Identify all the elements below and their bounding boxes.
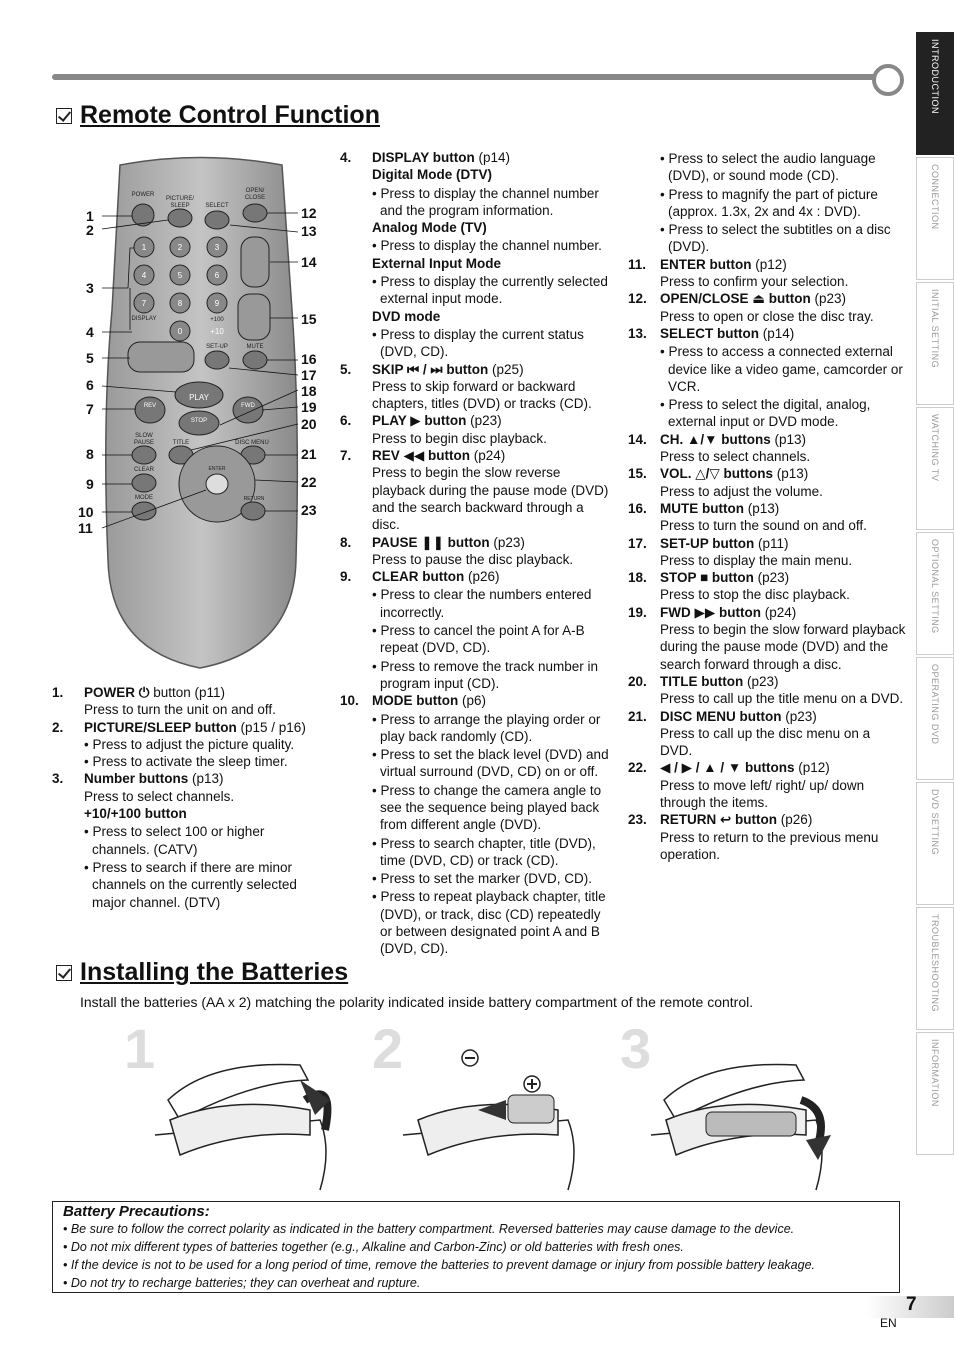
item-3: 3. Number buttons (p13) Press to select channels. +10/+100 button • Press to select 100 or higher channels. (CATV) • Press to search if there are minor channels on the currently selected major channel. (DTV) — [52, 771, 297, 910]
remote-fwd-button[interactable] — [233, 397, 263, 423]
battery-precautions-box — [52, 1201, 900, 1293]
tab-introduction[interactable]: INTRODUCTION — [916, 32, 954, 155]
precautions-title: Battery Precautions: — [63, 1203, 210, 1220]
language-code: EN — [880, 1316, 897, 1330]
callout-22: 22 — [301, 474, 317, 490]
callout-16: 16 — [301, 351, 317, 367]
callout-6: 6 — [86, 377, 94, 393]
remote-picture-sleep-button[interactable] — [168, 209, 192, 227]
column-1 — [52, 684, 324, 911]
side-tabs — [916, 32, 954, 1157]
step-1-number: 1 — [124, 1017, 156, 1080]
remote-label-select: SELECT — [205, 203, 229, 209]
callout-15: 15 — [301, 311, 317, 327]
callout-7: 7 — [86, 401, 94, 417]
callout-20: 20 — [301, 416, 317, 432]
callout-19: 19 — [301, 399, 317, 415]
item-12: 12. OPEN/CLOSE ⏏ button (p23) Press to open or close the disc tray. — [628, 291, 874, 324]
remote-label-open: OPEN/ — [245, 188, 265, 194]
remote-section-title: Remote Control Function — [80, 101, 380, 129]
battery-step-1-illustration — [150, 1040, 340, 1195]
callout-8: 8 — [86, 446, 94, 462]
header-circle — [872, 64, 904, 96]
item-15: 15. VOL. △/▽ buttons (p13) Press to adjust the volume. — [628, 466, 823, 499]
remote-label-play: PLAY — [189, 393, 209, 402]
remote-mode-button[interactable] — [132, 502, 156, 520]
column-2 — [340, 149, 614, 958]
remote-key-2[interactable]: 2 — [177, 243, 183, 252]
item-18: 18. STOP ■ button (p23) Press to stop the disc playback. — [628, 570, 850, 603]
remote-return-button[interactable] — [241, 502, 265, 520]
remote-label-sleep: SLEEP — [170, 203, 190, 209]
callout-13: 13 — [301, 223, 317, 239]
remote-label-pause: PAUSE — [134, 440, 154, 446]
item-2: 2. PICTURE/SLEEP button (p15 / p16) • Press to adjust the picture quality. • Press to activate the sleep timer. — [52, 719, 306, 770]
checkbox-icon — [56, 108, 72, 124]
step-3-number: 3 — [620, 1017, 652, 1080]
column-3 — [628, 149, 906, 863]
remote-label-rev: REV — [143, 403, 157, 409]
remote-label-fwd: FWD — [241, 403, 255, 409]
remote-key-3[interactable]: 3 — [214, 243, 220, 252]
remote-label-close: CLOSE — [244, 195, 266, 201]
remote-pause-button[interactable] — [132, 446, 156, 464]
remote-label-slow: SLOW — [135, 433, 153, 439]
remote-label-power: POWER — [131, 192, 155, 198]
remote-rev-button[interactable] — [135, 397, 165, 423]
item-4-continued: • Press to select the audio language (DVD), or sound mode (CD). • Press to magnify the part of picture (approx. 1.3x, 2x and 4x : DVD). • Press to select the subtitles on a disc (DVD). — [660, 151, 891, 255]
item-5: 5. SKIP ⏮ / ⏭ button (p25) Press to skip forward or backward chapters, titles (DVD) or tracks (CD). — [340, 361, 592, 412]
batteries-intro: Install the batteries (AA x 2) matching the polarity indicated inside battery compartment of the remote control. — [80, 994, 754, 1010]
callout-9: 9 — [86, 476, 94, 492]
item-4: 4. DISPLAY button (p14) Digital Mode (DTV) • Press to display the channel number and the program information. Analog Mode (TV) • Press to display the channel number. External Input Mode • Press to display the currently selected external input mode. DVD mode • Press to display the current status (DVD, CD). — [340, 150, 608, 360]
remote-key-4[interactable]: 4 — [141, 271, 147, 280]
item-10: 10. MODE button (p6) • Press to arrange the playing order or play back randomly (CD). • Press to set the black level (DVD) and virtual surround (DVD, CD) on or off. • Press to change the camera angle to see the sequence being played back from different angle (DVD). • Press to search chapter, title (DVD), time (DVD, CD) or track (CD). • Press to set the marker (DVD, CD). • Press to repeat playback chapter, title (DVD), or track, disc (CD) repeatedly or between designated point A and B (DVD, CD). — [340, 693, 609, 957]
item-13: 13. SELECT button (p14) • Press to access a connected external device like a video game, camcorder or VCR. • Press to select the digital, analog, external input or DVD mode. — [628, 325, 903, 430]
battery-step-3-illustration — [646, 1040, 836, 1195]
tab-operating-dvd[interactable]: OPERATING DVD — [916, 657, 954, 780]
remote-key-plus10[interactable]: +10 — [210, 327, 224, 336]
remote-key-6[interactable]: 6 — [214, 271, 220, 280]
item-21: 21. DISC MENU button (p23) Press to call up the disc menu on a DVD. — [628, 708, 871, 759]
precaution-item: • If the device is not to be used for a long period of time, remove the batteries to prevent damage or injury from possible battery leakage. — [63, 1258, 816, 1272]
tab-watching-tv[interactable]: WATCHING TV — [916, 407, 954, 530]
remote-key-8[interactable]: 8 — [177, 299, 183, 308]
item-11: 11. ENTER button (p12) Press to confirm your selection. — [628, 256, 849, 290]
remote-select-button[interactable] — [205, 211, 229, 229]
item-14: 14. CH. ▲/▼ buttons (p13) Press to select channels. — [628, 431, 811, 465]
item-8: 8. PAUSE ❚❚ button (p23) Press to pause the disc playback. — [340, 534, 574, 567]
remote-label-setup: SET-UP — [206, 344, 228, 350]
callout-3: 3 — [86, 280, 94, 296]
remote-label-mode: MODE — [135, 495, 153, 501]
tab-dvd-setting[interactable]: DVD SETTING — [916, 782, 954, 905]
page-number: 7 — [906, 1294, 917, 1315]
remote-open-close-button[interactable] — [243, 204, 267, 222]
callout-1: 1 — [86, 208, 94, 224]
remote-key-1[interactable]: 1 — [141, 243, 147, 252]
callout-10: 10 — [78, 504, 94, 520]
remote-key-9[interactable]: 9 — [214, 299, 220, 308]
remote-skip-rocker[interactable] — [128, 342, 194, 372]
step-2-number: 2 — [372, 1017, 404, 1080]
tab-connection[interactable]: CONNECTION — [916, 157, 954, 280]
remote-label-mute: MUTE — [246, 344, 264, 350]
battery-step-2-illustration — [398, 1040, 588, 1195]
precaution-item: • Do not mix different types of batteries together (e.g., Alkaline and Carbon-Zinc) or old batteries with fresh ones. — [63, 1240, 684, 1254]
checkbox-icon — [56, 965, 72, 981]
callout-18: 18 — [301, 383, 317, 399]
callout-4: 4 — [86, 324, 94, 340]
tab-optional-setting[interactable]: OPTIONAL SETTING — [916, 532, 954, 655]
callout-5: 5 — [86, 350, 94, 366]
item-16: 16. MUTE button (p13) Press to turn the sound on and off. — [628, 500, 867, 534]
callout-21: 21 — [301, 446, 317, 462]
remote-label-picture: PICTURE/ — [165, 196, 195, 202]
remote-ch-rocker[interactable] — [241, 237, 269, 287]
item-22: 22. ◀ / ▶ / ▲ / ▼ buttons (p12) Press to move left/ right/ up/ down through the items. — [628, 760, 865, 810]
remote-vol-rocker[interactable] — [238, 294, 270, 340]
remote-key-7[interactable]: 7 — [141, 299, 147, 308]
remote-label-stop: STOP — [190, 418, 208, 424]
header-rule — [52, 74, 880, 80]
remote-key-5[interactable]: 5 — [177, 271, 183, 280]
precaution-item: • Be sure to follow the correct polarity as indicated in the battery compartment. Reversed batteries may cause damage to the device. — [63, 1222, 795, 1236]
power-icon: ⏻ — [135, 685, 150, 700]
remote-label-discmenu: DISC MENU — [235, 440, 269, 446]
remote-label-clear: CLEAR — [133, 467, 155, 473]
remote-label-plus100: +100 — [210, 317, 224, 323]
tab-information[interactable]: INFORMATION — [916, 1032, 954, 1155]
callout-12: 12 — [301, 205, 317, 221]
batteries-section-title: Installing the Batteries — [80, 958, 349, 986]
remote-enter-button[interactable] — [206, 474, 228, 494]
item-23: 23. RETURN ↩ button (p26) Press to return to the previous menu operation. — [628, 812, 879, 862]
remote-setup-button[interactable] — [205, 351, 229, 369]
remote-label-display: DISPLAY — [131, 316, 157, 322]
callout-17: 17 — [301, 367, 317, 383]
tab-initial-setting[interactable]: INITIAL SETTING — [916, 282, 954, 405]
item-7: 7. REV ◀◀ button (p24) Press to begin the slow reverse playback during the pause mode (DVD) and the search backward through a disc. — [340, 448, 609, 533]
tab-troubleshooting[interactable]: TROUBLESHOOTING — [916, 907, 954, 1030]
remote-label-return: RETURN — [243, 496, 265, 502]
item-20: 20. TITLE button (p23) Press to call up the title menu on a DVD. — [628, 673, 904, 707]
callout-23: 23 — [301, 502, 317, 518]
precaution-item: • Do not try to recharge batteries; they can overheat and rupture. — [63, 1276, 421, 1290]
remote-illustration — [70, 155, 332, 675]
item-9: 9. CLEAR button (p26) • Press to clear the numbers entered incorrectly. • Press to cancel the point A for A-B repeat (DVD, CD). • Press to remove the track number in program input (CD). — [340, 569, 599, 691]
callout-14: 14 — [301, 254, 317, 270]
item-19: 19. FWD ▶▶ button (p24) Press to begin the slow forward playback during the pause mode (DVD) and the search forward through a disc. — [628, 604, 906, 672]
item-1: 1. POWER ⏻ button (p11) Press to turn the unit on and off. — [52, 685, 276, 718]
item-17: 17. SET-UP button (p11) Press to display the main menu. — [628, 535, 853, 568]
callout-11: 11 — [78, 520, 93, 536]
remote-clear-button[interactable] — [132, 474, 156, 492]
item-6: 6. PLAY ▶ button (p23) Press to begin disc playback. — [340, 413, 547, 446]
callout-2: 2 — [86, 222, 94, 238]
remote-mute-button[interactable] — [243, 351, 267, 369]
remote-label-enter: ENTER — [208, 466, 226, 472]
remote-key-0[interactable]: 0 — [177, 327, 183, 336]
remote-label-title: TITLE — [172, 440, 190, 446]
